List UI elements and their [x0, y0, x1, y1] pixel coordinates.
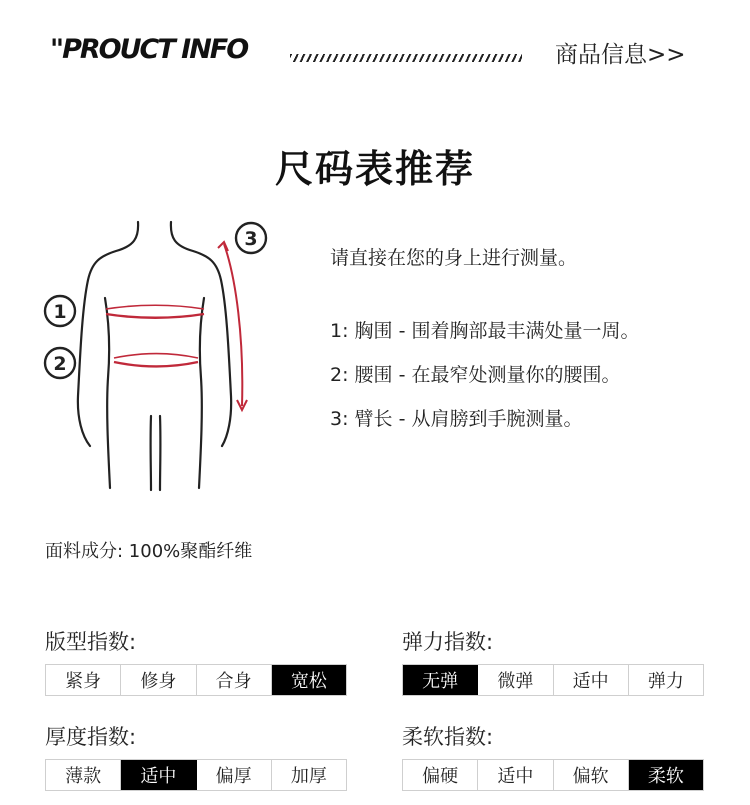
product-info-link[interactable]: 商品信息>> [555, 42, 686, 68]
svg-text:2: 2 [53, 353, 67, 375]
index-option: 适中 [477, 760, 552, 790]
index-option: 偏厚 [196, 760, 271, 790]
index-scale [45, 664, 347, 696]
index-option: 弹力 [628, 665, 703, 695]
index-option: 薄款 [65, 766, 102, 787]
index-option-selected: 适中 [120, 760, 195, 790]
index-scale [402, 664, 704, 696]
index-option: 偏硬 [422, 766, 459, 787]
index-title: 柔软指数: [402, 725, 494, 749]
svg-text:1: 1 [53, 301, 67, 323]
index-title: 弹力指数: [402, 630, 494, 654]
waist-measure-back [114, 354, 198, 359]
instruction-chest: 1: 胸围 - 围着胸部最丰满处量一周。 [330, 320, 640, 342]
index-scale [402, 759, 704, 791]
instruction-intro: 请直接在您的身上进行测量。 [330, 247, 578, 269]
index-option: 适中 [553, 665, 628, 695]
chest-measure-back [106, 305, 204, 309]
index-option: 修身 [120, 665, 195, 695]
thickness-index [45, 721, 347, 791]
brand-title: "PROUCT INFO [50, 34, 248, 65]
marker-arm [236, 223, 266, 253]
waist-measure-line [114, 362, 198, 367]
marker-chest [45, 296, 75, 326]
measurement-instructions [330, 243, 639, 448]
index-option-selected: 无弹 [403, 665, 477, 695]
instruction-waist: 2: 腰围 - 在最窄处测量你的腰围。 [330, 364, 621, 386]
elasticity-index [402, 626, 704, 696]
decorative-stripes [290, 54, 522, 62]
marker-waist [45, 348, 75, 378]
fit-index [45, 626, 347, 696]
index-title: 版型指数: [45, 630, 137, 654]
index-option: 加厚 [271, 760, 346, 790]
index-title: 厚度指数: [45, 725, 137, 749]
svg-text:3: 3 [244, 228, 258, 250]
body-measurement-figure [38, 218, 268, 493]
arm-arrow-head-top [218, 242, 228, 251]
page-title: 尺码表推荐 [274, 147, 475, 191]
index-option-selected: 宽松 [271, 665, 346, 695]
index-option: 合身 [196, 665, 271, 695]
instruction-arm: 3: 臂长 - 从肩膀到手腕测量。 [330, 408, 583, 430]
softness-index [402, 721, 704, 791]
index-option: 偏软 [553, 760, 628, 790]
chest-measure-line [106, 314, 204, 318]
torso-right [199, 298, 204, 488]
fabric-composition: 面料成分: 100%聚酯纤维 [45, 541, 253, 562]
index-scale [45, 759, 347, 791]
index-option-selected: 柔软 [628, 760, 703, 790]
index-option: 紧身 [65, 671, 102, 692]
torso-left [105, 298, 110, 488]
index-option: 微弹 [477, 665, 552, 695]
